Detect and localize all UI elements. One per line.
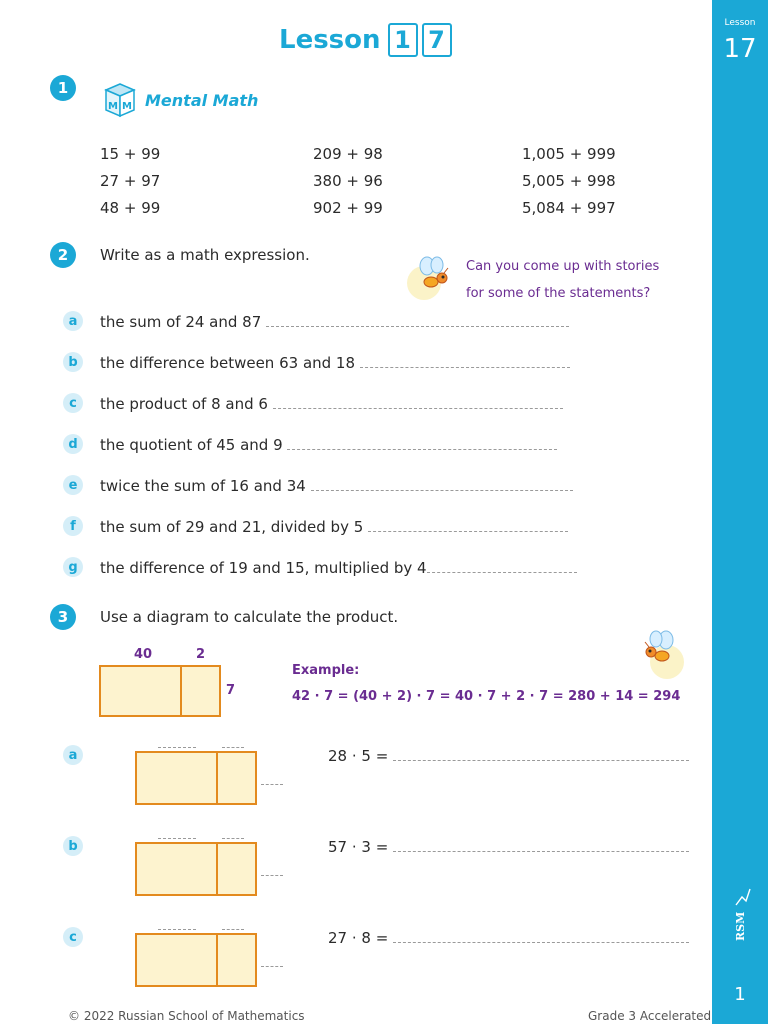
expression-item-e: [100, 476, 573, 495]
dimension-blank-left[interactable]: [158, 929, 196, 930]
answer-blank[interactable]: [427, 558, 577, 573]
hint-line-2: for some of the statements?: [466, 286, 651, 301]
expression-text: the sum of 29 and 21, divided by 5: [100, 518, 364, 536]
mental-math-item: 48 + 99: [100, 199, 161, 217]
answer-blank[interactable]: [360, 353, 570, 368]
problem-expression: 28 · 5 =: [328, 747, 389, 765]
dimension-blank-right[interactable]: [222, 747, 244, 748]
expression-text: the sum of 24 and 87: [100, 313, 262, 331]
expression-item-f: [100, 517, 568, 536]
footer-copyright: © 2022 Russian School of Mathematics: [68, 1009, 305, 1023]
diagram-divider: [216, 844, 218, 894]
mental-math-cube-icon: [100, 80, 140, 120]
sidebar-lesson-label: Lesson: [724, 18, 756, 28]
lesson-title-word: Lesson: [279, 25, 381, 55]
problem-a: [328, 746, 689, 765]
problem-c: [328, 928, 689, 947]
section-3-number: 3: [50, 604, 76, 630]
answer-blank[interactable]: [393, 746, 689, 761]
lesson-digit-box-1: 1: [388, 23, 418, 57]
mental-math-item: 380 + 96: [313, 172, 383, 190]
example-dim-top-right: 2: [196, 647, 206, 662]
sidebar-lesson-number: 17: [723, 34, 757, 64]
page-number: 1: [734, 984, 746, 1005]
example-dim-top-left: 40: [134, 647, 153, 662]
expression-text: twice the sum of 16 and 34: [100, 477, 306, 495]
mental-math-item: 27 + 97: [100, 172, 161, 190]
section-2-number: 2: [50, 242, 76, 268]
item-letter-g: g: [63, 557, 83, 577]
example-area-diagram: [99, 665, 221, 717]
problem-b: [328, 837, 689, 856]
diagram-divider: [180, 667, 182, 715]
rsm-logo-icon: [726, 885, 754, 945]
item-letter-d: d: [63, 434, 83, 454]
dimension-blank-left[interactable]: [158, 747, 196, 748]
area-diagram-c: [135, 933, 257, 987]
svg-text:RSM: RSM: [734, 911, 747, 941]
expression-item-b: [100, 353, 570, 372]
answer-blank[interactable]: [311, 476, 573, 491]
diagram-divider: [216, 753, 218, 803]
dimension-blank-side[interactable]: [261, 784, 283, 785]
dimension-blank-right[interactable]: [222, 838, 244, 839]
dimension-blank-left[interactable]: [158, 838, 196, 839]
expression-text: the product of 8 and 6: [100, 395, 268, 413]
expression-text: the quotient of 45 and 9: [100, 436, 283, 454]
footer-grade: Grade 3 Accelerated: [588, 1009, 712, 1023]
area-diagram-b: [135, 842, 257, 896]
example-label: Example:: [292, 663, 360, 678]
item-letter-c: c: [63, 393, 83, 413]
problem-letter-c: c: [63, 927, 83, 947]
mental-math-item: 15 + 99: [100, 145, 161, 163]
dimension-blank-side[interactable]: [261, 875, 283, 876]
item-letter-f: f: [63, 516, 83, 536]
dimension-blank-right[interactable]: [222, 929, 244, 930]
answer-blank[interactable]: [266, 312, 569, 327]
mental-math-item: 5,084 + 997: [522, 199, 616, 217]
item-letter-e: e: [63, 475, 83, 495]
answer-blank[interactable]: [273, 394, 563, 409]
svg-text:M: M: [122, 101, 132, 112]
problem-expression: 27 · 8 =: [328, 929, 389, 947]
mental-math-title: Mental Math: [145, 91, 259, 110]
answer-blank[interactable]: [393, 837, 689, 852]
expression-text: the difference of 19 and 15, multiplied by 4: [100, 559, 427, 577]
expression-item-d: [100, 435, 557, 454]
expression-item-a: [100, 312, 569, 331]
expression-item-c: [100, 394, 563, 413]
firefly-icon: [638, 630, 680, 670]
problem-letter-b: b: [63, 836, 83, 856]
item-letter-a: a: [63, 311, 83, 331]
mental-math-item: 209 + 98: [313, 145, 383, 163]
diagram-divider: [216, 935, 218, 985]
expression-item-g: [100, 558, 577, 577]
answer-blank[interactable]: [287, 435, 557, 450]
answer-blank[interactable]: [393, 928, 689, 943]
mental-math-item: 5,005 + 998: [522, 172, 616, 190]
dimension-blank-side[interactable]: [261, 966, 283, 967]
answer-blank[interactable]: [368, 517, 568, 532]
hint-line-1: Can you come up with stories: [466, 259, 660, 274]
example-dim-side: 7: [226, 683, 236, 698]
area-diagram-a: [135, 751, 257, 805]
mental-math-item: 1,005 + 999: [522, 145, 616, 163]
section-2-instruction: Write as a math expression.: [100, 246, 310, 264]
section-1-number: 1: [50, 75, 76, 101]
lesson-title: [279, 20, 452, 60]
firefly-icon: [413, 256, 455, 296]
lesson-sidebar: [712, 0, 768, 1024]
svg-text:M: M: [108, 101, 118, 112]
item-letter-b: b: [63, 352, 83, 372]
problem-expression: 57 · 3 =: [328, 838, 389, 856]
lesson-digit-box-2: 7: [422, 23, 452, 57]
example-expression: 42 · 7 = (40 + 2) · 7 = 40 · 7 + 2 · 7 = 280 + 14 = 294: [292, 689, 681, 704]
problem-letter-a: a: [63, 745, 83, 765]
section-3-instruction: Use a diagram to calculate the product.: [100, 608, 399, 626]
mental-math-item: 902 + 99: [313, 199, 383, 217]
expression-text: the difference between 63 and 18: [100, 354, 356, 372]
